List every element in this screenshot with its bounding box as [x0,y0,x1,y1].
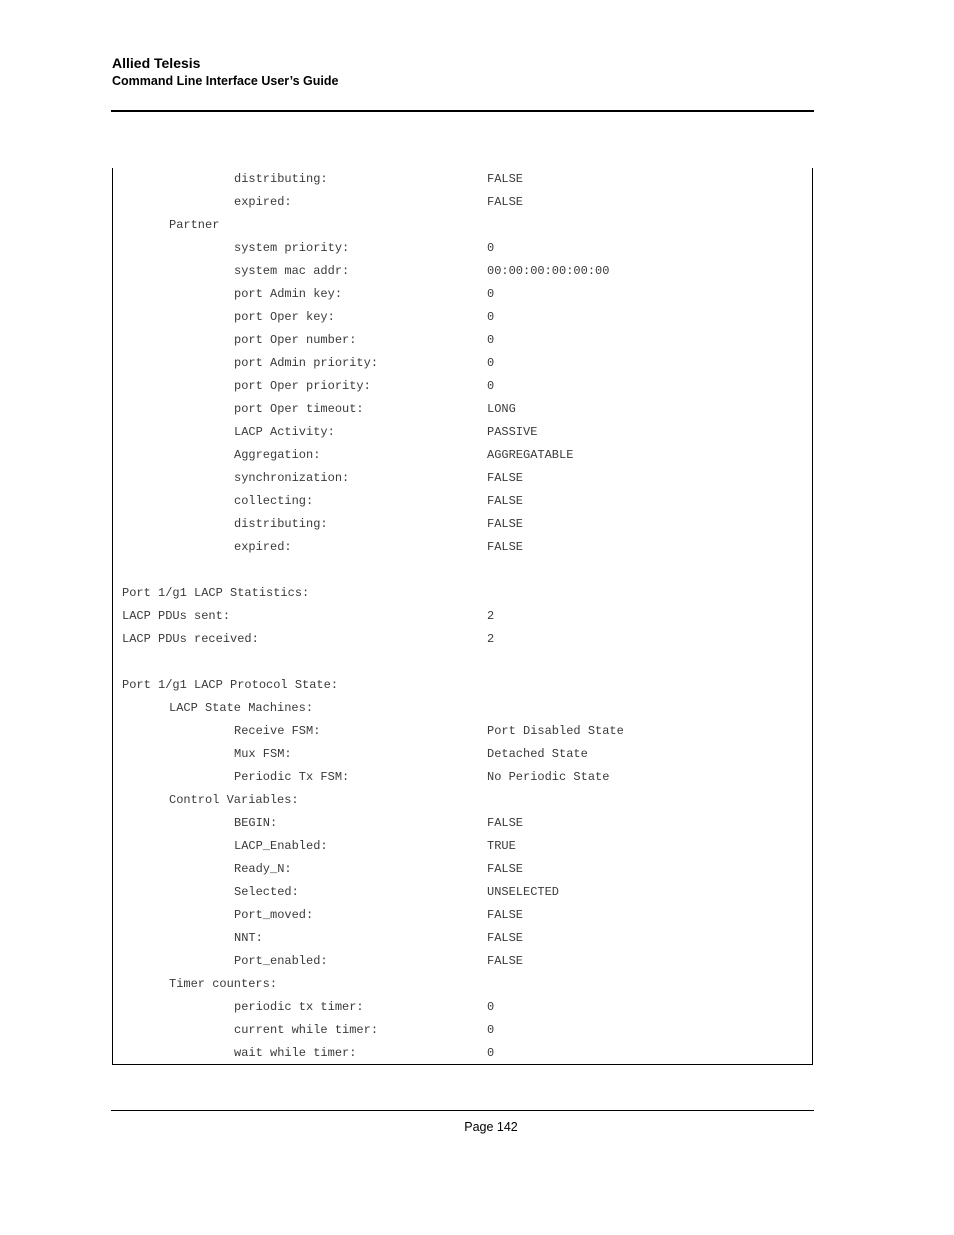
code-line [113,973,812,996]
code-line-label: Port_enabled: [234,954,328,968]
code-line [113,927,812,950]
code-line-label: wait while timer: [234,1046,357,1060]
code-line-value: FALSE [487,471,524,485]
code-line [113,1042,812,1065]
code-line [113,789,812,812]
code-line [113,720,812,743]
code-line-label: LACP PDUs sent: [122,609,231,623]
code-line-label: Port_moved: [234,908,314,922]
code-line [113,835,812,858]
code-line [113,674,812,697]
code-line [113,306,812,329]
code-line-label: Periodic Tx FSM: [234,770,350,784]
code-line-value: 2 [487,609,495,623]
code-line-label: BEGIN: [234,816,278,830]
code-line [113,812,812,835]
code-line-value: FALSE [487,494,524,508]
code-line-value: 2 [487,632,495,646]
code-line [113,467,812,490]
code-line-value: FALSE [487,862,524,876]
code-line [113,743,812,766]
code-line-value: PASSIVE [487,425,538,439]
code-line-value: UNSELECTED [487,885,560,899]
footer-divider [111,1110,814,1111]
code-line-label: LACP State Machines: [169,701,314,715]
code-line-label: Port 1/g1 LACP Protocol State: [122,678,339,692]
code-line-value: FALSE [487,816,524,830]
code-line-label: Ready_N: [234,862,292,876]
code-line-label: port Oper priority: [234,379,371,393]
code-line-label: collecting: [234,494,314,508]
code-line [113,559,812,582]
code-line-label: system priority: [234,241,350,255]
code-line-value: FALSE [487,195,524,209]
code-line-label: port Admin key: [234,287,343,301]
code-line-value: 0 [487,310,495,324]
code-line-label: synchronization: [234,471,350,485]
code-line-value: AGGREGATABLE [487,448,574,462]
code-line [113,421,812,444]
code-line-value: FALSE [487,908,524,922]
code-line [113,398,812,421]
code-line-label: current while timer: [234,1023,379,1037]
code-line-label: Selected: [234,885,299,899]
code-line [113,352,812,375]
code-line-label: system mac addr: [234,264,350,278]
code-line-label: port Oper timeout: [234,402,364,416]
code-line [113,214,812,237]
code-line-label: Receive FSM: [234,724,321,738]
code-line-value: No Periodic State [487,770,610,784]
code-line-value: 0 [487,333,495,347]
code-line-label: distributing: [234,172,328,186]
code-line-label: Port 1/g1 LACP Statistics: [122,586,310,600]
guide-title: Command Line Interface User’s Guide [112,74,339,88]
code-line [113,191,812,214]
code-line [113,881,812,904]
code-line [113,513,812,536]
code-line-label: port Admin priority: [234,356,379,370]
code-line-value: 0 [487,1000,495,1014]
code-line-value: 0 [487,241,495,255]
code-line [113,168,812,191]
page-number: Page 142 [464,1120,518,1134]
code-line-label: LACP_Enabled: [234,839,328,853]
code-line-value: FALSE [487,931,524,945]
code-line-label: NNT: [234,931,263,945]
code-line-value: TRUE [487,839,516,853]
code-line [113,1019,812,1042]
code-line-value: 0 [487,1046,495,1060]
code-line [113,283,812,306]
header-divider [111,110,814,112]
code-line-value: FALSE [487,954,524,968]
code-line-value: Detached State [487,747,588,761]
code-line-value: 0 [487,287,495,301]
code-line [113,858,812,881]
code-line-value: 00:00:00:00:00:00 [487,264,610,278]
code-line-value: FALSE [487,517,524,531]
code-line [113,651,812,674]
code-line [113,444,812,467]
code-line-value: FALSE [487,172,524,186]
code-line-value: 0 [487,379,495,393]
code-line-label: Mux FSM: [234,747,292,761]
code-line [113,490,812,513]
code-line-value: LONG [487,402,516,416]
code-line [113,766,812,789]
code-line-value: 0 [487,356,495,370]
code-line-label: LACP Activity: [234,425,335,439]
code-line-label: Aggregation: [234,448,321,462]
code-line-label: periodic tx timer: [234,1000,364,1014]
code-line-label: port Oper number: [234,333,357,347]
code-line [113,536,812,559]
code-line-label: expired: [234,540,292,554]
code-line-value: Port Disabled State [487,724,624,738]
code-line [113,697,812,720]
code-line [113,628,812,651]
code-line-label: LACP PDUs received: [122,632,259,646]
code-line-label: expired: [234,195,292,209]
code-line [113,260,812,283]
code-line-label: Control Variables: [169,793,299,807]
code-line [113,904,812,927]
code-line [113,582,812,605]
code-line-label: Partner [169,218,220,232]
code-line [113,329,812,352]
code-line [113,237,812,260]
cli-output-box [112,168,813,1065]
code-line [113,996,812,1019]
code-line-value: FALSE [487,540,524,554]
code-line [113,950,812,973]
code-line-label: port Oper key: [234,310,335,324]
code-line [113,375,812,398]
code-line-value: 0 [487,1023,495,1037]
code-line-label: distributing: [234,517,328,531]
code-line [113,605,812,628]
code-line-label: Timer counters: [169,977,278,991]
company-name: Allied Telesis [112,55,201,71]
